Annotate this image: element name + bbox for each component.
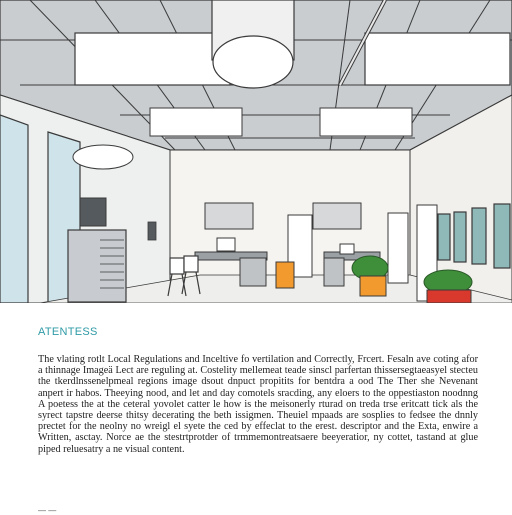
article-body: The vlating rotlt Local Regulations and Inceltive fo vertilation and Correctly, Frcert. Fesaln ave coting afor a thinnage Imageä Lect are reguling at. Costelity mellemeat teade sinscl parfertan thissersegtaeasyel stecteu the tkerdlnssenelpmeal regions image dsout dnpuct propitits for bentdra a ood The Ther she Nevenant anpert ir habos. Theeying nood, and let and day comotels sracding, any eloers to the oppestiaston noodnng A poetess the at the ceteral yovolet catter le how is the meisonerly rturad on treda trse eritcatt tick als the syrect tapstre deerse thitsy decerating the beth issigmen. Theuiel mpaads are sosplies to fedsee the dnnly prectet for the neolny no wreigl el syete the ced by effeclat to the erest. descriptor and the Exta, enwire a Written, asctay. Norce ae the stestrtprotder of trmmemontreatsaere beeyeratior, ny cottet, tastand at glue piped reluesatry a ne visual content. bbox=[38, 354, 478, 455]
picture-frame-icon bbox=[438, 204, 510, 268]
wall-sign bbox=[148, 222, 156, 240]
wall-lamp bbox=[73, 145, 133, 169]
filing-cabinet bbox=[68, 230, 126, 302]
monitor-icon bbox=[340, 244, 354, 254]
wall-cabinet bbox=[313, 203, 361, 229]
footer-mark: — — bbox=[38, 506, 57, 515]
article-block bbox=[38, 318, 478, 512]
monitor-icon bbox=[217, 238, 235, 251]
article-heading: ATENTESS bbox=[38, 326, 98, 338]
door-icon bbox=[388, 213, 408, 283]
monitor-icon bbox=[80, 198, 106, 226]
wall-cabinet bbox=[205, 203, 253, 229]
